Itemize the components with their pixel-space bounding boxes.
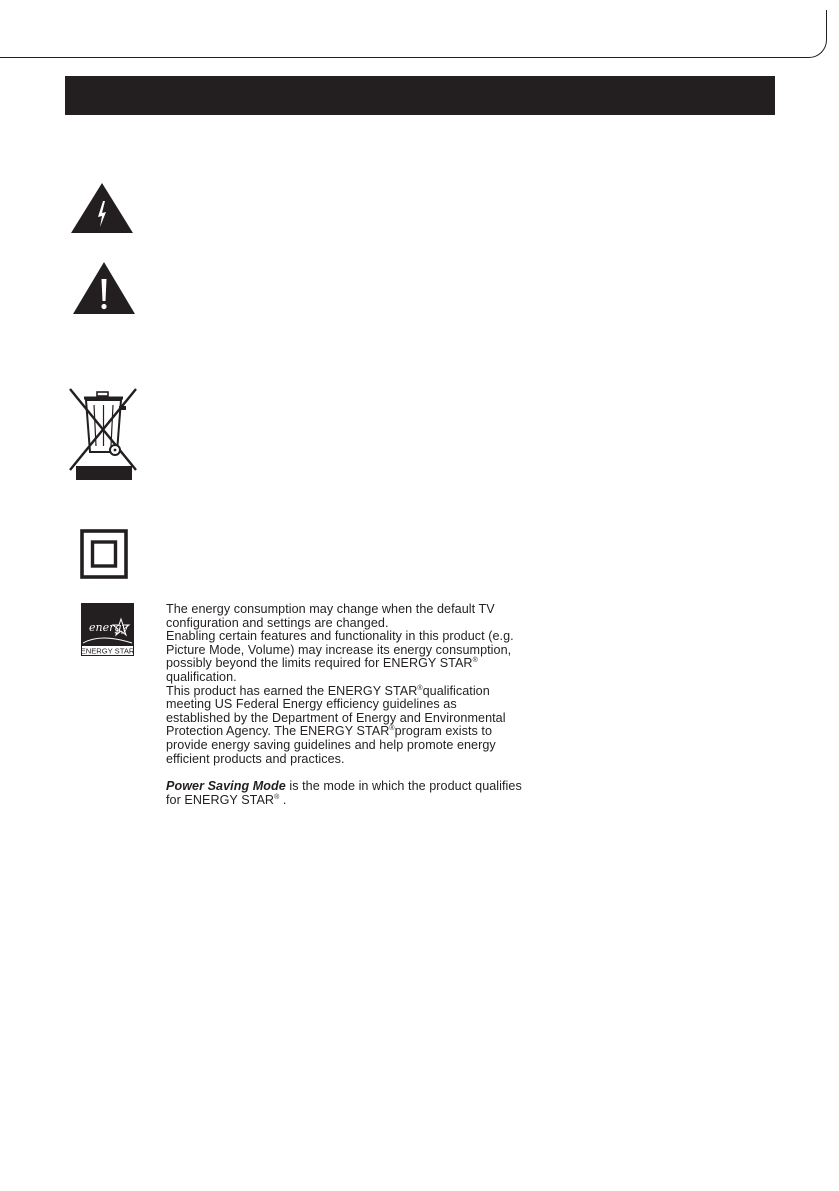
paragraph-gap — [166, 766, 566, 780]
text-fragment: possibly beyond the limits required for ENERGY STAR — [166, 656, 473, 671]
text-fragment: program exists to — [394, 724, 493, 739]
text-line: qualification. — [166, 669, 237, 684]
text-fragment: for ENERGY STAR — [166, 792, 275, 807]
energy-consumption-text — [166, 603, 566, 807]
text-line — [166, 794, 566, 808]
text-fragment: . — [279, 792, 287, 807]
weee-crossed-bin-icon — [68, 386, 140, 482]
text-line: meeting US Federal Energy efficiency guidelines as — [166, 697, 457, 712]
text-line: Enabling certain features and functionality in this product (e.g. — [166, 629, 514, 644]
text-fragment: is the mode in which the product qualifies — [285, 779, 522, 794]
text-line: Picture Mode, Volume) may increase its energy consumption, — [166, 642, 512, 657]
energy-star-logo-icon — [81, 603, 134, 656]
text-line — [166, 780, 566, 794]
text-line: The energy consumption may change when the default TV — [166, 602, 495, 616]
energy-star-script: energy — [89, 621, 128, 634]
text-fragment: qualification — [422, 683, 490, 698]
caution-warning-icon — [72, 261, 136, 315]
text-line: established by the Department of Energy and Environmental — [166, 710, 506, 725]
text-line: configuration and settings are changed. — [166, 615, 389, 630]
page-trim-line — [0, 10, 827, 58]
class-ii-double-insulation-icon — [80, 529, 128, 579]
text-fragment: This product has earned the ENERGY STAR — [166, 683, 418, 698]
registered-mark: ® — [274, 793, 280, 801]
section-header-bar — [65, 76, 775, 115]
registered-mark: ® — [472, 657, 478, 665]
text-line — [166, 725, 566, 739]
text-line — [166, 685, 566, 699]
registered-mark: ® — [389, 725, 395, 733]
text-line: efficient products and practices. — [166, 751, 345, 766]
text-line — [166, 657, 566, 671]
electric-shock-warning-icon — [70, 182, 134, 234]
energy-star-label: ENERGY STAR — [81, 646, 134, 656]
registered-mark: ® — [417, 684, 423, 692]
power-saving-mode-term: Power Saving Mode — [166, 779, 286, 794]
text-fragment: Protection Agency. The ENERGY STAR — [166, 724, 390, 739]
text-line: provide energy saving guidelines and help promote energy — [166, 737, 496, 752]
